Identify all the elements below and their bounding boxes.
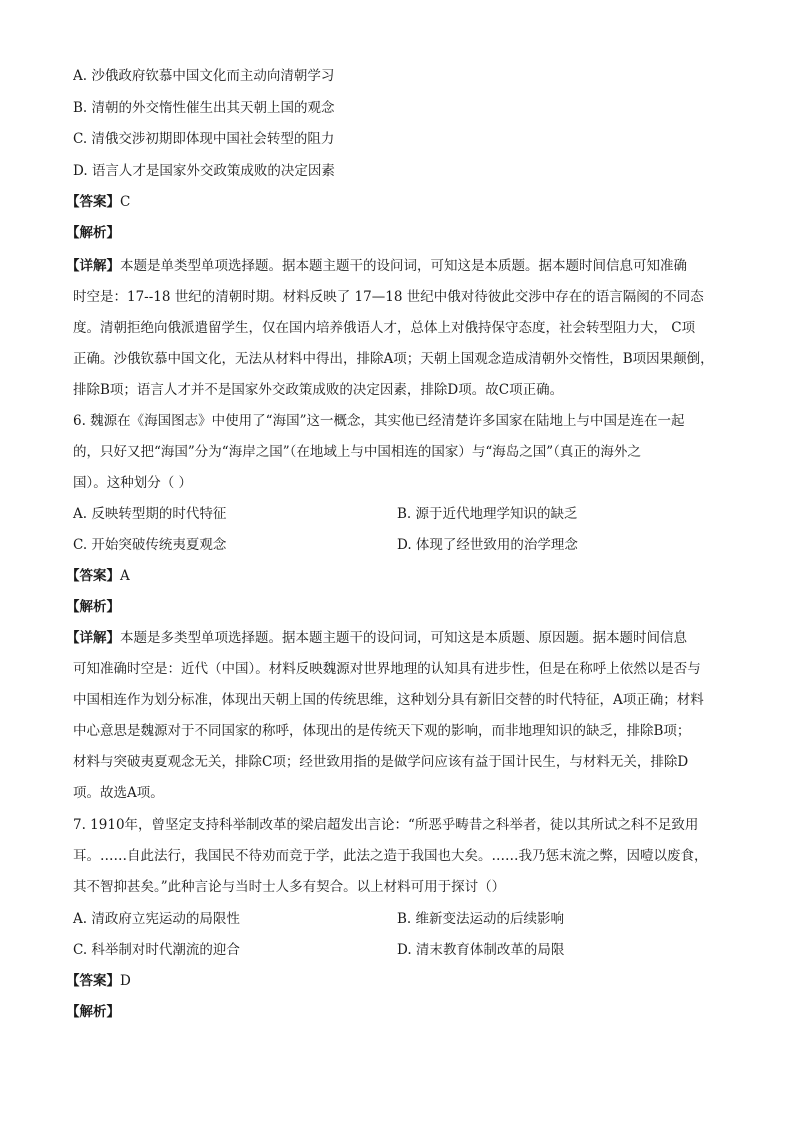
q5-detail-line-4: 正确。沙俄钦慕中国文化，无法从材料中得出，排除A项；天朝上国观念造成清朝外交惰性，B项因果颠倒， (73, 351, 714, 367)
answer-value: C (120, 194, 131, 210)
q6-analysis-heading (66, 597, 726, 617)
q6-option-d: D. 体现了经世致用的治学理念 (397, 537, 578, 553)
detail-tag: 【详解】 (66, 630, 120, 646)
q5-analysis-heading (66, 223, 726, 243)
detail-text: 本题是单类型单项选择题。据本题主题干的设问词，可知这是本质题。据本题时间信息可知准确 (120, 258, 687, 274)
q6-option-b: B. 源于近代地理学知识的缺乏 (397, 506, 578, 522)
q5-option-c: C. 清俄交涉初期即体现中国社会转型的阻力 (73, 131, 335, 147)
q6-option-c: C. 开始突破传统夷夏观念 (73, 537, 227, 553)
q7-option-d: D. 清末教育体制改革的局限 (397, 942, 565, 958)
analysis-tag: 【解析】 (66, 599, 120, 615)
q7-option-c: C. 科举制对时代潮流的迎合 (73, 942, 240, 958)
answer-tag: 【答案】 (66, 194, 120, 210)
q7-answer (66, 971, 726, 991)
q5-detail-line-3: 度。清朝拒绝向俄派遣留学生，仅在国内培养俄语人才，总体上对俄持保守态度，社会转型阻力大， C项 (73, 320, 696, 336)
q7-option-a: A. 清政府立宪运动的局限性 (73, 911, 240, 927)
q6-stem-line-1: 6. 魏源在《海国图志》中使用了“海国”这一概念，其实他已经清楚许多国家在陆地上与中国是连在一起 (73, 413, 685, 429)
q6-detail-line-5: 材料与突破夷夏观念无关，排除C项；经世致用指的是做学问应该有益于国计民生，与材料无关，排除D (73, 754, 689, 770)
q5-answer (66, 192, 726, 212)
q6-detail-line-6: 项。故选A项。 (73, 785, 164, 801)
q7-analysis-heading (66, 1002, 726, 1022)
answer-tag: 【答案】 (66, 973, 120, 989)
q5-option-a: A. 沙俄政府钦慕中国文化而主动向清朝学习 (73, 68, 335, 84)
q7-stem-line-2: 耳。……自此法行，我国民不待劝而竞于学，此法之造于我国也大矣。……我乃惩末流之弊，因噎以废食， (73, 848, 708, 864)
q5-detail-line-2: 时空是：17--18 世纪的清朝时期。材料反映了 17—18 世纪中俄对待彼此交涉中存在的语言隔阂的不同态 (73, 289, 704, 305)
q6-stem-line-2: 的，只好又把“海国”分为“海岸之国”（在地域上与中国相连的国家）与“海岛之国”（真正的海外之 (73, 444, 641, 460)
analysis-tag: 【解析】 (66, 225, 120, 241)
q7-option-b: B. 维新变法运动的后续影响 (397, 911, 565, 927)
q6-detail-line-4: 中心意思是魏源对于不同国家的称呼，体现出的是传统天下观的影响，而非地理知识的缺乏，排除B项； (73, 723, 691, 739)
q5-option-d: D. 语言人才是国家外交政策成败的决定因素 (73, 163, 335, 179)
answer-tag: 【答案】 (66, 568, 120, 584)
answer-value: D (120, 973, 131, 989)
q7-stem-line-1: 7. 1910年，曾坚定支持科举制改革的梁启超发出言论：“所恶乎畴昔之科举者，徒以其所试之科不足致用 (73, 817, 699, 833)
analysis-tag: 【解析】 (66, 1004, 120, 1020)
q5-detail-line-5: 排除B项；语言人才并不是国家外交政策成败的决定因素，排除D项。故C项正确。 (73, 382, 564, 398)
q5-option-b: B. 清朝的外交惰性催生出其天朝上国的观念 (73, 100, 335, 116)
detail-tag: 【详解】 (66, 258, 120, 274)
q6-option-a: A. 反映转型期的时代特征 (73, 506, 227, 522)
answer-value: A (120, 568, 130, 584)
q6-stem-line-3: 国）。这种划分（ ） (73, 475, 193, 491)
q6-answer (66, 566, 726, 586)
q5-detail-line-1 (66, 256, 726, 276)
detail-text: 本题是多类型单项选择题。据本题主题干的设问词，可知这是本质题、原因题。据本题时间信息 (120, 630, 687, 646)
q7-stem-line-3: 其不智抑甚矣。”此种言论与当时士人多有契合。以上材料可用于探讨（） (73, 879, 506, 895)
q6-detail-line-2: 可知准确时空是：近代（中国）。材料反映魏源对世界地理的认知具有进步性，但是在称呼上依然以是否与 (73, 661, 701, 677)
q6-detail-line-3: 中国相连作为划分标准，体现出天朝上国的传统思维，这种划分具有新旧交替的时代特征，A项正确；材料 (73, 692, 704, 708)
q6-detail-line-1 (66, 628, 726, 648)
